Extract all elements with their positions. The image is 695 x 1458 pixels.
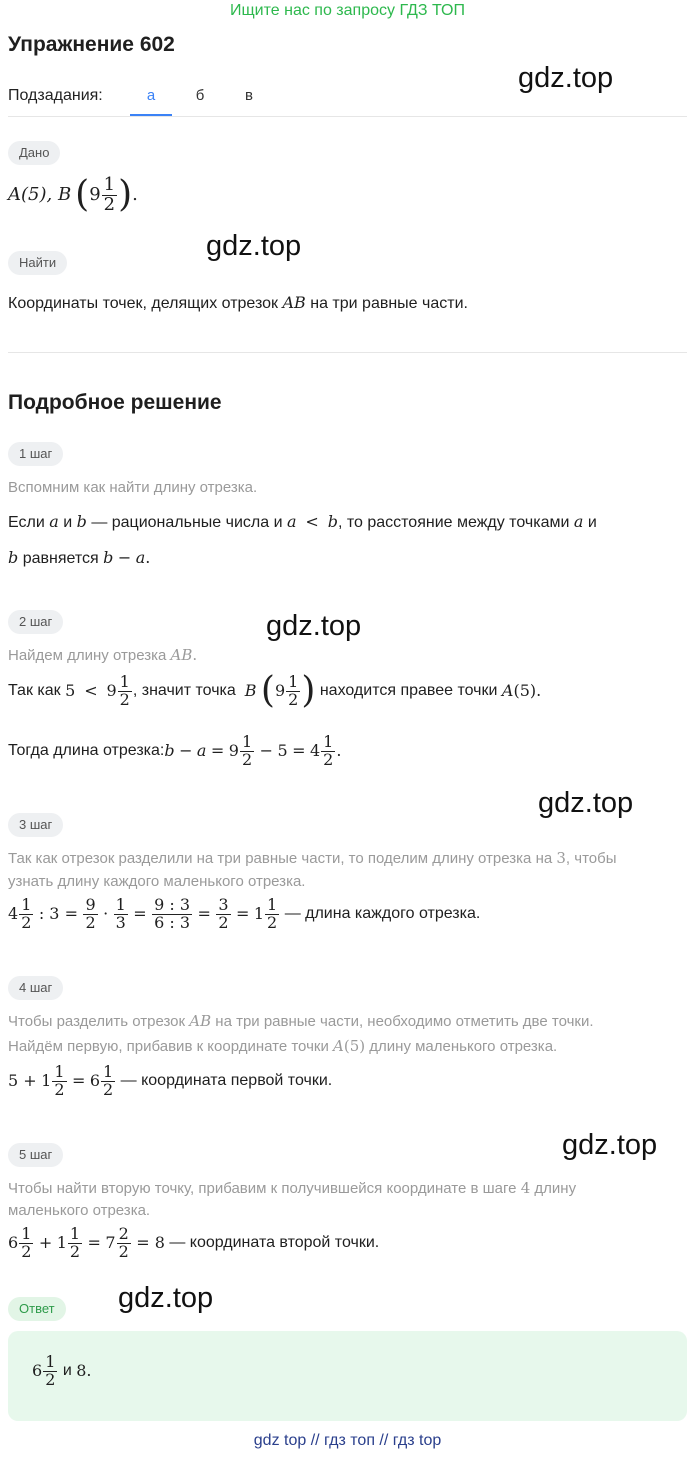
given-badge: Дано [8,141,60,165]
footer-links[interactable]: gdz top // гдз топ // гдз top [253,1432,442,1449]
step-1-line-2: b равняется b − a. [8,548,151,567]
divider [8,116,687,117]
answer-badge: Ответ [8,1297,66,1321]
step-4-formula: 5 + 1 $\frac{1}{2}$ = 6 $\frac{1}{2}$ — координата первой точки. [8,1062,333,1099]
step-1-badge: 1 шаг [8,442,63,466]
step-5-hint-2: маленького отрезка. [8,1202,151,1219]
step-2-line-1: Так как 5 < 9 $\frac{1}{2}$ , значит точка B ( 9 $\frac{1}{2}$ ) находится правее точки A (5). [8,670,542,711]
tab-a[interactable]: а [146,87,156,104]
step-2-badge: 2 шаг [8,610,63,634]
step-4-badge: 4 шаг [8,976,63,1000]
find-text [8,292,468,315]
answer-text: 6 $\frac{1}{2}$ и 8. [32,1352,92,1389]
step-4-hint-1: Чтобы разделить отрезок AB на три равные части, необходимо отметить две точки. [8,1012,594,1030]
step-3-badge: 3 шаг [8,813,63,837]
divider [8,352,687,353]
step-1-line-1: Если a и b — рациональные числа и a < b, то расстояние между точками a и [8,512,597,531]
given-expression: A(5), B ( 9 $\frac{1}{2}$ ) . [8,174,138,216]
step-1-hint: Вспомним как найти длину отрезка. [8,479,258,496]
watermark: gdz.top [118,1282,214,1314]
find-badge: Найти [8,251,67,275]
tab-v[interactable]: в [245,87,253,104]
find-text-part: Координаты точек, делящих отрезок [8,295,279,312]
segment-ab: AB [282,293,306,312]
step-5-formula: 6 $\frac{1}{2}$ + 1 $\frac{1}{2}$ = 7 $\frac{2}{2}$ = 8 — координата второй точки. [8,1224,380,1261]
step-3-hint-1: Так как отрезок разделили на три равные части, то поделим длину отрезка на 3, чтобы [8,849,617,867]
page-title: Упражнение 602 [8,33,175,56]
watermark: gdz.top [206,230,302,262]
step-3-hint-2: узнать длину каждого маленького отрезка. [8,873,306,890]
step-4-hint-2: Найдём первую, прибавив к координате точки A(5) длину маленького отрезка. [8,1037,558,1055]
watermark: gdz.top [518,62,614,94]
find-text-part: на три равные части. [310,295,468,312]
given-points: A(5), B [8,184,72,206]
step-2-line-2: Тогда длина отрезка: b − a = 9 $\frac{1}{2}$ − 5 = 4 $\frac{1}{2}$ . [8,732,342,769]
tab-b[interactable]: б [195,87,205,104]
step-5-badge: 5 шаг [8,1143,63,1167]
step-5-hint-1: Чтобы найти вторую точку, прибавим к получившейся координате в шаге 4 длину [8,1179,577,1197]
step-2-hint: Найдем длину отрезка AB. [8,646,198,664]
solution-heading: Подробное решение [8,391,222,414]
search-banner[interactable]: Ищите нас по запросу ГДЗ ТОП [230,2,465,19]
watermark: gdz.top [562,1129,658,1161]
watermark: gdz.top [266,610,362,642]
watermark: gdz.top [538,787,634,819]
answer-box [8,1331,687,1421]
step-3-formula: 4 $\frac{1}{2}$ : 3 = $\frac{9}{2}$ · $\frac{1}{3}$ = $\frac{9 : 3}{6 : 3}$ = $\frac{3}{2}$ = 1 $\frac{1}{2}$ — длина каждого отрезка. [8,895,481,932]
subtasks-label: Подзадания: [8,87,103,104]
